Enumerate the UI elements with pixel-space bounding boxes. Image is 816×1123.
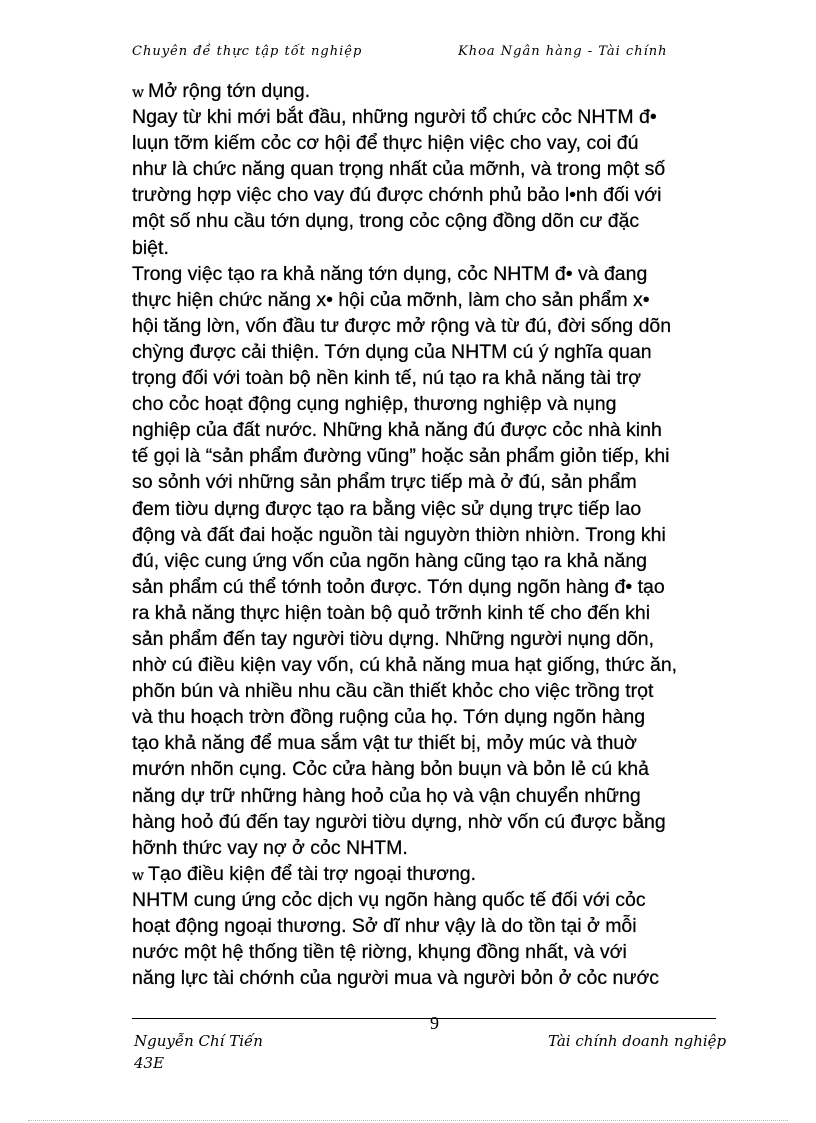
line-text: năng lực tài chớnh của người mua và người bỏn ở cỏc nước (132, 967, 659, 990)
line-text: một số nhu cầu tớn dụng, trong cỏc cộng đồng dõn cư đặc (132, 210, 640, 233)
line-text: động và đất đai hoặc nguồn tài nguyờn thiờn nhiờn. Trong khi (132, 523, 666, 546)
paragraph-line (132, 130, 744, 156)
paragraph-line (132, 182, 744, 208)
footer-subject: Tài chính doanh nghiệp (548, 1032, 727, 1050)
class-code: 43E (134, 1054, 165, 1072)
paragraph-line (132, 574, 744, 600)
line-text: cho cỏc hoạt động cụng nghiệp, thương nghiệp và nụng (132, 393, 617, 416)
paragraph-line (132, 208, 744, 234)
line-text: nghiệp của đất nước. Những khả năng đú được cỏc nhà kinh (132, 419, 662, 442)
line-text: đú, việc cung ứng vốn của ngõn hàng cũng tạo ra khả năng (132, 549, 648, 572)
paragraph-line (132, 887, 744, 913)
body-text (132, 78, 744, 991)
line-text: tạo khả năng để mua sắm vật tư thiết bị, mỏy múc và thuờ (132, 732, 637, 755)
paragraph-line (132, 809, 744, 835)
paragraph-line (132, 678, 744, 704)
paragraph-line (132, 156, 744, 182)
line-text: và thu hoạch trờn đồng ruộng của họ. Tớn dụng ngõn hàng (132, 706, 646, 729)
line-text: tế gọi là “sản phẩm đường vũng” hoặc sản phẩm giỏn tiếp, khi (132, 445, 670, 468)
paragraph-line (132, 522, 744, 548)
paragraph-line (132, 339, 744, 365)
line-text: hội tăng lờn, vốn đầu tư được mở rộng và từ đú, đời sống dõn (132, 314, 672, 337)
section-heading-line (132, 861, 744, 887)
paragraph-line (132, 548, 744, 574)
line-text: hàng hoỏ đú đến tay người tiờu dựng, nhờ vốn cú được bằng (132, 810, 666, 833)
header-right-title: Khoa Ngân hàng - Tài chính (458, 44, 668, 59)
line-text: nước một hệ thống tiền tệ riờng, khụng đồng nhất, và với (132, 941, 627, 964)
line-text: thực hiện chức năng x• hội của mỡnh, làm cho sản phẩm x• (132, 288, 650, 311)
paragraph-line (132, 965, 744, 991)
paragraph-line (132, 913, 744, 939)
paragraph-line (132, 783, 744, 809)
bullet-icon: w (132, 867, 144, 884)
line-text: hoạt động ngoại thương. Sở dĩ như vậy là do tồn tại ở mỗi (132, 915, 637, 937)
line-text: ra khả năng thực hiện toàn bộ quỏ trỡnh kinh tế cho đến khi (132, 601, 651, 624)
line-text: như là chức năng quan trọng nhất của mỡnh, và trong một số (132, 158, 666, 181)
paragraph-line (132, 939, 744, 965)
paragraph-line (132, 730, 744, 756)
line-text: năng dự trữ những hàng hoỏ của họ và vận chuyển những (132, 784, 641, 807)
line-text: chỳng được cải thiện. Tớn dụng của NHTM cú ý nghĩa quan (132, 340, 652, 363)
section-heading-line (132, 78, 744, 104)
paragraph-line (132, 626, 744, 652)
line-text: so sỏnh với những sản phẩm trực tiếp mà ở đú, sản phẩm (132, 471, 637, 494)
paragraph-line (132, 313, 744, 339)
paragraph-line (132, 600, 744, 626)
line-text: trường hợp việc cho vay đú được chớnh phủ bảo l•nh đối với (132, 184, 662, 207)
line-text: hỡnh thức vay nợ ở cỏc NHTM. (132, 836, 408, 859)
line-text: sản phẩm cú thể tớnh toỏn được. Tớn dụng ngõn hàng đ• tạo (132, 575, 665, 598)
line-text: Trong việc tạo ra khả năng tớn dụng, cỏc NHTM đ• và đang (132, 262, 648, 285)
paragraph-line (132, 469, 744, 495)
line-text: trọng đối với toàn bộ nền kinh tế, nú tạo ra khả năng tài trợ (132, 367, 642, 390)
line-text: Ngay từ khi mới bắt đầu, những người tổ chức cỏc NHTM đ• (132, 106, 657, 129)
page-number: 9 (430, 1013, 439, 1033)
page-bottom-border (28, 1120, 788, 1121)
paragraph-line (132, 835, 744, 861)
paragraph-line (132, 704, 744, 730)
line-text: sản phẩm đến tay người tiờu dựng. Những người nụng dõn, (132, 627, 655, 650)
paragraph-line (132, 365, 744, 391)
paragraph-line (132, 417, 744, 443)
footer-author-block (134, 1030, 263, 1074)
line-text: biệt. (132, 236, 169, 259)
line-text: phõn bún và nhiều nhu cầu cần thiết khỏc cho việc trồng trọt (132, 680, 654, 703)
author-name: Nguyễn Chí Tiến (134, 1032, 263, 1050)
header-left-title: Chuyên đề thực tập tốt nghiệp (132, 44, 363, 59)
footer-divider (132, 1018, 716, 1019)
line-text: đem tiờu dựng được tạo ra bằng việc sử dụng trực tiếp lao (132, 497, 642, 520)
paragraph-line (132, 496, 744, 522)
paragraph-line (132, 391, 744, 417)
paragraph-line (132, 443, 744, 469)
line-text: Mở rộng tớn dụng. (147, 80, 311, 102)
paragraph-line (132, 235, 744, 261)
paragraph-line (132, 261, 744, 287)
line-text: nhờ cú điều kiện vay vốn, cú khả năng mua hạt giống, thức ăn, (132, 654, 678, 677)
line-text: luụn tỡm kiếm cỏc cơ hội để thực hiện việc cho vay, coi đú (132, 132, 639, 155)
paragraph-line (132, 652, 744, 678)
line-text: mướn nhõn cụng. Cỏc cửa hàng bỏn buụn và bỏn lẻ cú khả (132, 758, 649, 781)
paragraph-line (132, 104, 744, 130)
paragraph-line (132, 756, 744, 782)
bullet-icon: w (132, 85, 144, 101)
line-text: NHTM cung ứng cỏc dịch vụ ngõn hàng quốc tế đối với cỏc (132, 888, 646, 911)
line-text: Tạo điều kiện để tài trợ ngoại thương. (147, 862, 477, 885)
paragraph-line (132, 287, 744, 313)
